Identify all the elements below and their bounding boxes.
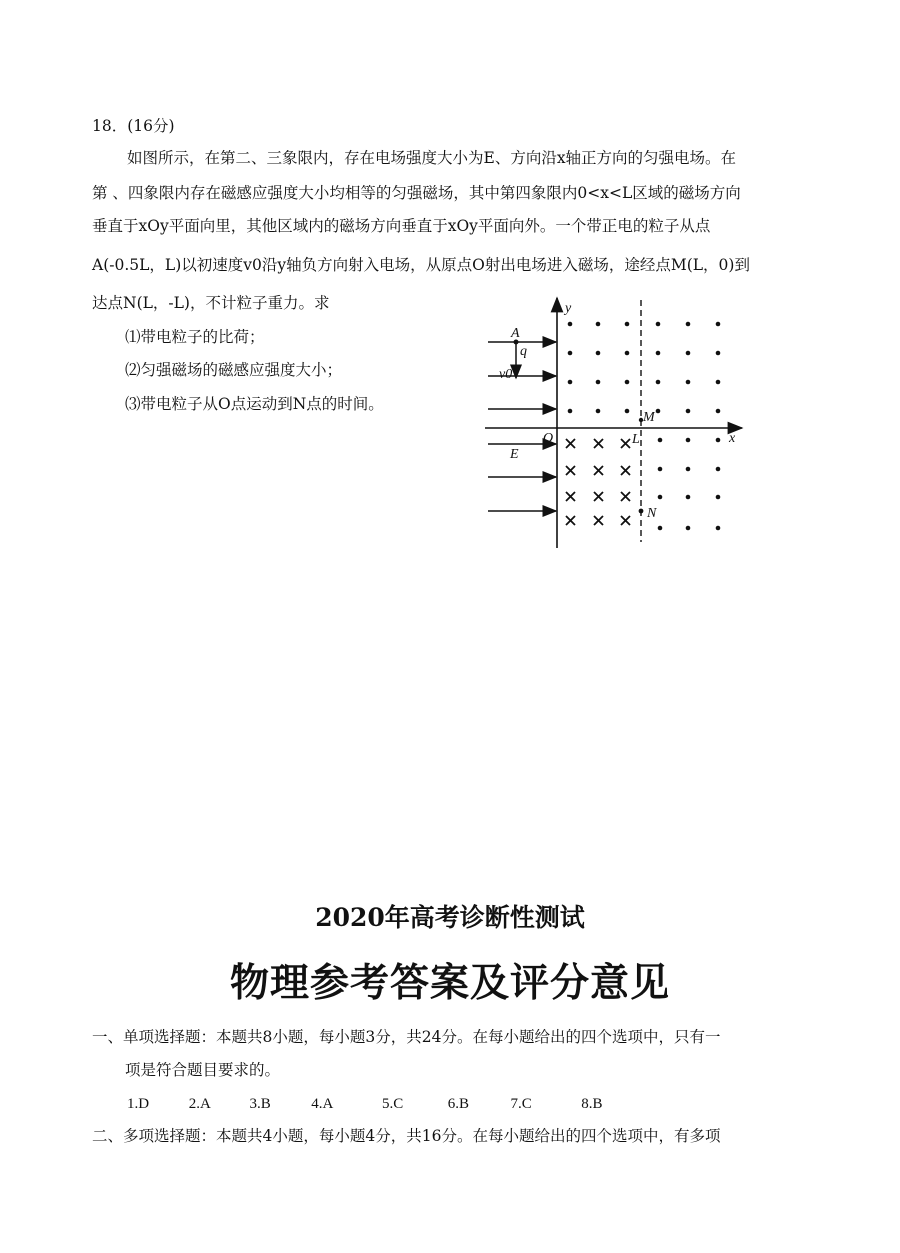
point-N	[639, 509, 644, 514]
answer-3: 3.B	[249, 1096, 271, 1112]
label-q: q	[520, 344, 527, 359]
label-M: M	[643, 410, 655, 425]
question-text-line-5: 达点N(L，-L)，不计粒子重力。求	[92, 294, 330, 312]
question-header: 18．(16分)	[92, 117, 175, 135]
answer-key-title: 2020年高考诊断性测试	[315, 903, 585, 932]
question-text-line-1: 如图所示，在第二、三象限内，存在电场强度大小为E、方向沿x轴正方向的匀强电场。在	[127, 149, 737, 167]
answer-6: 6.B	[447, 1096, 470, 1112]
label-A: A	[511, 326, 520, 341]
question-text-line-3: 垂直于xOy平面向里，其他区域内的磁场方向垂直于xOy平面向外。一个带正电的粒子从点	[92, 217, 711, 235]
field-in-crosses	[566, 439, 630, 525]
answer-5: 5.C	[382, 1096, 404, 1112]
label-N: N	[647, 506, 657, 521]
subquestion-2: ⑵匀强磁场的磁感应强度大小；	[125, 361, 343, 379]
section-2-line-1: 二、多项选择题：本题共4小题，每小题4分，共16分。在每小题给出的四个选项中，有多项	[92, 1127, 721, 1145]
label-L: L	[632, 432, 640, 447]
section-1-line-1: 一、单项选择题：本题共8小题，每小题3分，共24分。在每小题给出的四个选项中，只有一	[92, 1028, 721, 1046]
label-x: x	[729, 431, 736, 446]
question-text-line-4: A(-0.5L，L)以初速度v0沿y轴负方向射入电场，从原点O射出电场进入磁场，途经点M(L，0)到	[92, 256, 750, 274]
subquestion-1: ⑴带电粒子的比荷；	[125, 328, 265, 346]
label-E: E	[510, 447, 519, 462]
answer-list	[127, 1094, 603, 1114]
question-text-line-2: 第 、四象限内存在磁感应强度大小均相等的匀强磁场，其中第四象限内0<x<L区域的磁场方向	[92, 184, 741, 202]
answer-4: 4.A	[311, 1096, 334, 1112]
answer-8: 8.B	[581, 1096, 603, 1112]
subquestion-3: ⑶带电粒子从O点运动到N点的时间。	[125, 395, 384, 413]
label-O: O	[543, 431, 554, 446]
answer-1: 1.D	[127, 1096, 150, 1112]
label-v0: v0	[499, 367, 513, 382]
field-out-dots	[568, 322, 721, 531]
field-diagram	[480, 292, 750, 557]
section-1-line-2: 项是符合题目要求的。	[125, 1061, 281, 1079]
answer-7: 7.C	[510, 1096, 532, 1112]
answer-2: 2.A	[188, 1096, 211, 1112]
label-y: y	[565, 301, 572, 316]
answer-key-subtitle: 物理参考答案及评分意见	[229, 960, 670, 1006]
